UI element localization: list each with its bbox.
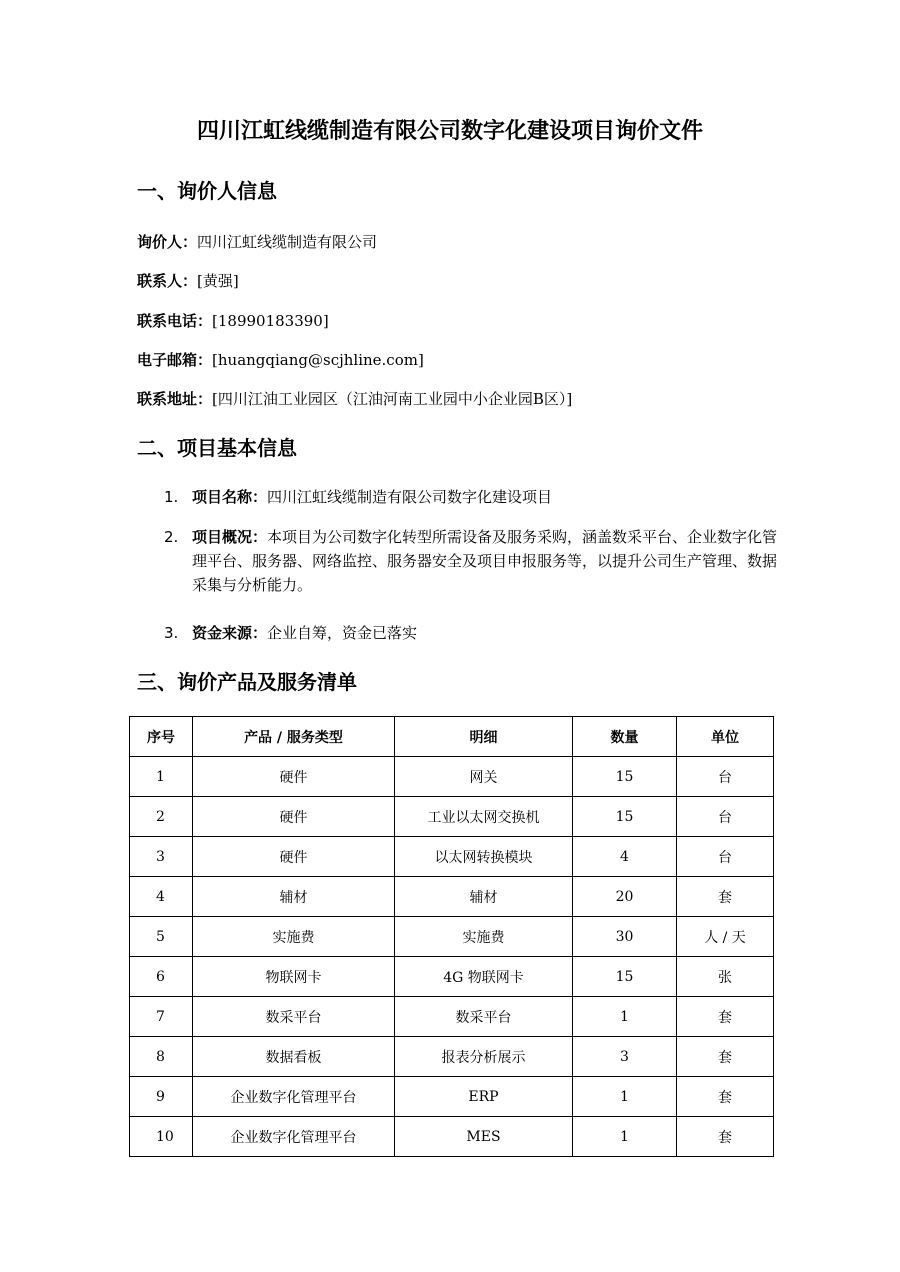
- cell-unit: 台: [677, 797, 774, 837]
- info-label: 电子邮箱：: [137, 351, 213, 369]
- cell-type: 企业数字化管理平台: [193, 1077, 395, 1117]
- list-item-project-name: [164, 485, 784, 509]
- cell-unit: 人 / 天: [677, 917, 774, 957]
- info-label: 联系电话：: [137, 312, 213, 330]
- list-label: 项目概况：: [192, 528, 268, 546]
- column-header-unit: 单位: [677, 717, 774, 757]
- cell-detail: 4G 物联网卡: [395, 957, 573, 997]
- cell-detail: MES: [395, 1117, 573, 1157]
- cell-type: 数据看板: [193, 1037, 395, 1077]
- table-row: [130, 917, 774, 957]
- column-header-detail: 明细: [395, 717, 573, 757]
- table-row: [130, 837, 774, 877]
- cell-detail: ERP: [395, 1077, 573, 1117]
- list-text: 四川江虹线缆制造有限公司数字化建设项目: [267, 488, 553, 506]
- info-value: [18990183390]: [212, 312, 329, 330]
- section-heading-project: 二、项目基本信息: [137, 436, 297, 460]
- cell-quantity: 20: [573, 877, 677, 917]
- cell-quantity: 15: [573, 757, 677, 797]
- cell-seq: 2: [130, 797, 193, 837]
- cell-unit: 套: [677, 1077, 774, 1117]
- list-item-project-overview: [164, 525, 784, 597]
- list-label: 资金来源：: [192, 624, 268, 642]
- cell-unit: 套: [677, 877, 774, 917]
- info-field-email: [137, 349, 424, 371]
- cell-detail: 辅材: [395, 877, 573, 917]
- table-row: [130, 877, 774, 917]
- cell-seq: 4: [130, 877, 193, 917]
- list-number: 1.: [164, 488, 179, 506]
- cell-type: 实施费: [193, 917, 395, 957]
- cell-detail: 实施费: [395, 917, 573, 957]
- list-text: 企业自筹，资金已落实: [267, 624, 418, 642]
- list-number: 3.: [164, 624, 179, 642]
- table-row: [130, 757, 774, 797]
- section-heading-inquirer: 一、询价人信息: [137, 179, 277, 203]
- cell-unit: 台: [677, 837, 774, 877]
- cell-quantity: 3: [573, 1037, 677, 1077]
- column-header-type: 产品 / 服务类型: [193, 717, 395, 757]
- table-row: [130, 1117, 774, 1157]
- table-row: [130, 997, 774, 1037]
- cell-seq: 9: [130, 1077, 193, 1117]
- cell-seq: 6: [130, 957, 193, 997]
- list-number: 2.: [164, 528, 179, 546]
- cell-quantity: 15: [573, 957, 677, 997]
- cell-type: 硬件: [193, 757, 395, 797]
- column-header-quantity: 数量: [573, 717, 677, 757]
- cell-detail: 报表分析展示: [395, 1037, 573, 1077]
- cell-unit: 套: [677, 1117, 774, 1157]
- cell-quantity: 4: [573, 837, 677, 877]
- list-label: 项目名称：: [192, 488, 268, 506]
- info-field-phone: [137, 310, 329, 332]
- info-field-contact: [137, 270, 239, 292]
- cell-unit: 套: [677, 997, 774, 1037]
- cell-quantity: 1: [573, 1077, 677, 1117]
- info-value: [黄强]: [197, 272, 239, 290]
- list-item-funding-source: [164, 621, 784, 645]
- section-heading-product-list: 三、询价产品及服务清单: [137, 670, 357, 694]
- cell-type: 硬件: [193, 837, 395, 877]
- table-row: [130, 957, 774, 997]
- cell-type: 硬件: [193, 797, 395, 837]
- document-title: 四川江虹线缆制造有限公司数字化建设项目询价文件: [196, 119, 703, 144]
- cell-seq: 8: [130, 1037, 193, 1077]
- product-table: [129, 716, 774, 1157]
- cell-type: 数采平台: [193, 997, 395, 1037]
- cell-quantity: 15: [573, 797, 677, 837]
- cell-detail: 工业以太网交换机: [395, 797, 573, 837]
- info-value: 四川江虹线缆制造有限公司: [197, 233, 378, 251]
- column-header-seq: 序号: [130, 717, 193, 757]
- cell-unit: 台: [677, 757, 774, 797]
- info-field-address: [137, 388, 572, 410]
- cell-quantity: 1: [573, 1117, 677, 1157]
- cell-unit: 套: [677, 1037, 774, 1077]
- cell-seq: 5: [130, 917, 193, 957]
- table-header-row: [130, 717, 774, 757]
- info-value: [四川江油工业园区（江油河南工业园中小企业园B区）]: [212, 390, 573, 408]
- info-label: 联系地址：: [137, 390, 213, 408]
- cell-detail: 数采平台: [395, 997, 573, 1037]
- cell-type: 物联网卡: [193, 957, 395, 997]
- info-label: 联系人：: [137, 272, 198, 290]
- info-label: 询价人：: [137, 233, 198, 251]
- cell-seq: 3: [130, 837, 193, 877]
- cell-type: 辅材: [193, 877, 395, 917]
- table-row: [130, 797, 774, 837]
- list-text: 本项目为公司数字化转型所需设备及服务采购，涵盖数采平台、企业数字化管理平台、服务器、网络监控、服务器安全及项目申报服务等，以提升公司生产管理、数据采集与分析能力。: [192, 528, 778, 594]
- cell-quantity: 30: [573, 917, 677, 957]
- cell-quantity: 1: [573, 997, 677, 1037]
- table-row: [130, 1077, 774, 1117]
- cell-detail: 以太网转换模块: [395, 837, 573, 877]
- cell-seq: 10: [130, 1117, 193, 1157]
- cell-detail: 网关: [395, 757, 573, 797]
- table-row: [130, 1037, 774, 1077]
- info-field-inquirer: [137, 231, 377, 253]
- cell-unit: 张: [677, 957, 774, 997]
- cell-seq: 7: [130, 997, 193, 1037]
- cell-type: 企业数字化管理平台: [193, 1117, 395, 1157]
- cell-seq: 1: [130, 757, 193, 797]
- info-value: [huangqiang@scjhline.com]: [212, 351, 424, 369]
